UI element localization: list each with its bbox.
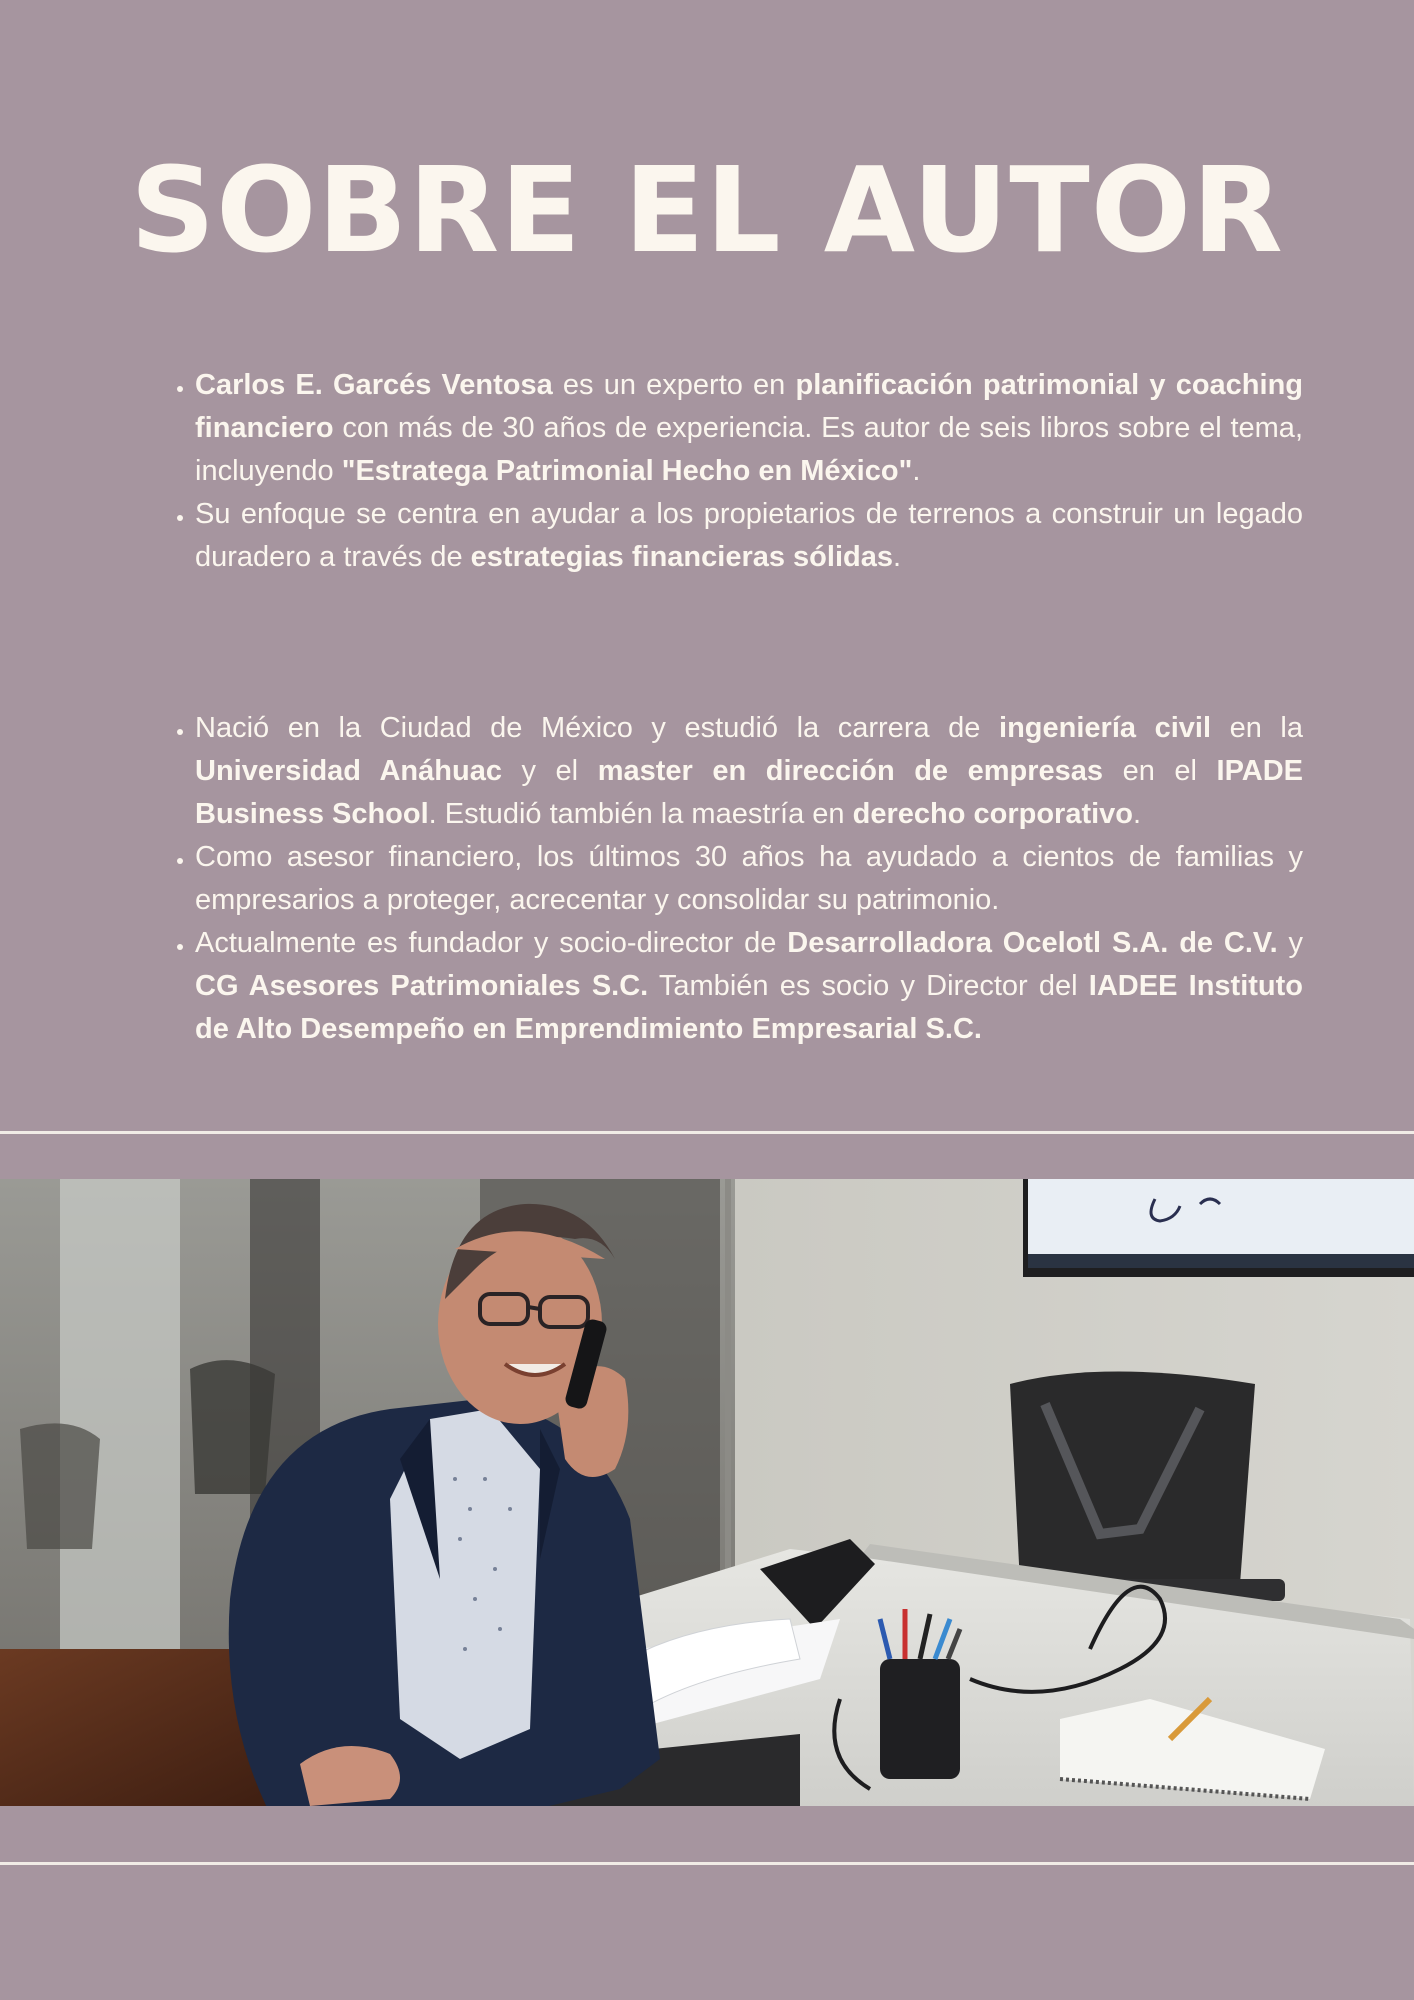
- text-run: También es socio y Director del: [648, 970, 1089, 1002]
- book-title: "Estratega Patrimonial Hecho en México": [341, 455, 913, 487]
- highlight-text: master en dirección de empresas: [597, 755, 1104, 787]
- highlight-text: CG Asesores Patrimoniales S.C.: [195, 970, 649, 1002]
- bio-list-intro: [165, 364, 1303, 579]
- author-photo: [0, 1179, 1414, 1806]
- divider-top: [0, 1131, 1414, 1134]
- text-run: .: [892, 541, 902, 573]
- highlight-text: Universidad Anáhuac: [195, 755, 502, 787]
- text-run: y: [1277, 927, 1303, 959]
- text-run: Su enfoque se centra en ayudar a los propietarios de terrenos a construir un legado duradero a través de: [195, 498, 1303, 573]
- highlight-text: ingeniería civil: [999, 712, 1212, 744]
- list-item: [195, 493, 1303, 579]
- highlight-text: estrategias financieras sólidas: [470, 541, 893, 573]
- highlight-text: Desarrolladora Ocelotl S.A. de C.V.: [787, 927, 1278, 959]
- text-run: es un experto en: [552, 369, 796, 401]
- text-run: .: [1133, 798, 1142, 830]
- text-run: en la: [1211, 712, 1303, 744]
- text-run: Nació en la Ciudad de México y estudió la carrera de: [195, 712, 1000, 744]
- list-item: [195, 836, 1303, 922]
- text-run: Actualmente es fundador y socio-director de: [195, 927, 788, 959]
- list-item: [195, 707, 1303, 836]
- text-run: Como asesor financiero, los últimos 30 años ha ayudado a cientos de familias y empresarios a proteger, acrecentar y consolidar su patrimonio.: [195, 841, 1303, 916]
- office-scene-illustration: [0, 1179, 1414, 1806]
- divider-bottom: [0, 1862, 1414, 1865]
- list-item: [195, 364, 1303, 493]
- bio-list-career: [165, 707, 1303, 1051]
- text-run: .: [912, 455, 921, 487]
- highlight-text: IPADE Business School: [195, 755, 1304, 830]
- text-run: y el: [501, 755, 598, 787]
- text-run: en el: [1103, 755, 1217, 787]
- author-name: Carlos E. Garcés Ventosa: [195, 369, 553, 401]
- list-item: [195, 922, 1303, 1051]
- highlight-text: derecho corporativo: [852, 798, 1134, 830]
- page-title: SOBRE EL AUTOR: [130, 141, 1284, 279]
- text-run: . Estudió también la maestría en: [428, 798, 853, 830]
- text-run: con más de 30 años de experiencia. Es autor de seis libros sobre el tema, incluyendo: [195, 412, 1303, 487]
- highlight-text: IADEE Instituto de Alto Desempeño en Emprendimiento Empresarial S.C.: [195, 970, 1303, 1045]
- highlight-text: planificación patrimonial y coaching financiero: [195, 369, 1304, 444]
